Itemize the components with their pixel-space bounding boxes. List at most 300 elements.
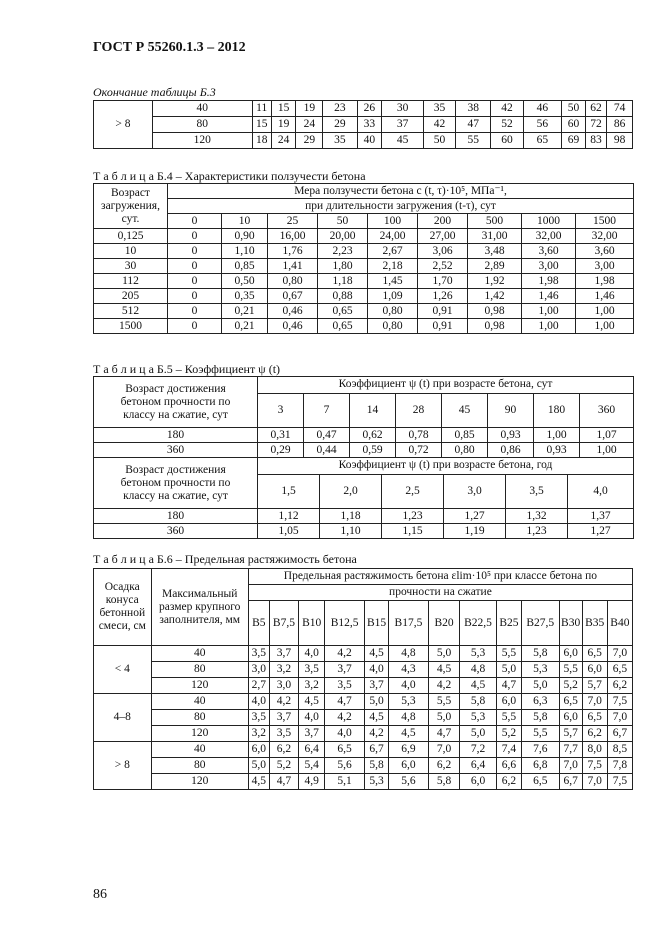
table-cell: 3,06 [418, 244, 468, 259]
table-cell: 3,5 [248, 710, 269, 726]
table-cell: 5,3 [460, 646, 497, 662]
table-cell: 35 [323, 133, 357, 149]
table-row [94, 443, 634, 458]
table-cell: 15 [252, 117, 271, 133]
table-cell: 120 [152, 133, 252, 149]
table-row [94, 117, 633, 133]
table-cell: 6,5 [607, 662, 632, 678]
table-cell: 512 [94, 304, 168, 319]
header-cell: 500 [468, 214, 522, 229]
table-cell: 6,0 [496, 694, 521, 710]
header-cell: B30 [559, 601, 582, 646]
header-cell: 0 [168, 214, 222, 229]
table-row [94, 758, 633, 774]
table-row [94, 289, 634, 304]
header-cell: Коэффициент ψ (t) при возрасте бетона, сут [258, 377, 634, 394]
table-cell: 0,125 [94, 229, 168, 244]
table-cell: 1,41 [268, 259, 318, 274]
table-cell: 0,50 [222, 274, 268, 289]
group-label-cell: < 4 [94, 646, 152, 694]
table-cell: 4,2 [269, 694, 298, 710]
table-cell: 120 [151, 774, 248, 790]
table-cell: 5,8 [460, 694, 497, 710]
table-cell: 0 [168, 259, 222, 274]
table-cell: 6,7 [365, 742, 389, 758]
table-cell: 4,5 [248, 774, 269, 790]
table-cell: 1,00 [576, 304, 634, 319]
table-cell: 60 [562, 117, 586, 133]
table-cell: 1,00 [576, 319, 634, 334]
header-row [94, 214, 634, 229]
table-cell: 1,27 [568, 524, 634, 539]
table-row [94, 509, 634, 524]
table-cell: 4,0 [389, 678, 429, 694]
table-cell: 0,93 [488, 428, 534, 443]
table-cell: 3,7 [269, 710, 298, 726]
table-cell: 180 [94, 509, 258, 524]
table-cell: 30 [94, 259, 168, 274]
table-cell: 4,5 [389, 726, 429, 742]
table-cell: 0,62 [350, 428, 396, 443]
table-cell: 45 [382, 133, 424, 149]
table-cell: 180 [94, 428, 258, 443]
table-b6-caption: Т а б л и ц а Б.6 – Предельная растяжимость бетона [93, 552, 357, 566]
table-cell: 6,2 [607, 678, 632, 694]
table-cell: 4,5 [365, 646, 389, 662]
table-cell: 6,2 [582, 726, 607, 742]
table-cell: 5,6 [325, 758, 365, 774]
header-cell: 3,0 [444, 474, 506, 508]
table-cell: 5,3 [521, 662, 559, 678]
table-b5-days [93, 376, 634, 458]
table-cell: 6,0 [559, 710, 582, 726]
table-cell: 50 [562, 101, 586, 117]
table-cell: 4,5 [365, 710, 389, 726]
table-cell: 18 [252, 133, 271, 149]
table-cell: 7,0 [607, 646, 632, 662]
table-cell: 30 [382, 101, 424, 117]
table-cell: 5,8 [365, 758, 389, 774]
table-cell: 3,60 [576, 244, 634, 259]
table-cell: 0,80 [268, 274, 318, 289]
table-cell: 80 [151, 758, 248, 774]
table-cell: 1,70 [418, 274, 468, 289]
table-cell: 5,3 [389, 694, 429, 710]
header-cell: 2,0 [320, 474, 382, 508]
header-row [94, 184, 634, 199]
table-cell: 3,5 [325, 678, 365, 694]
table-cell: 0,85 [222, 259, 268, 274]
table-cell: 29 [323, 117, 357, 133]
table-cell: 5,0 [428, 646, 459, 662]
header-cell: Возраст загружения, сут. [94, 184, 168, 229]
table-cell: 4,5 [460, 678, 497, 694]
table-cell: 40 [357, 133, 382, 149]
table-cell: 10 [94, 244, 168, 259]
table-cell: 55 [456, 133, 491, 149]
table-cell: 112 [94, 274, 168, 289]
header-cell: 7 [304, 393, 350, 427]
table-row [94, 646, 633, 662]
table-cell: 0 [168, 229, 222, 244]
table-cell: 6,6 [496, 758, 521, 774]
table-cell: 6,5 [325, 742, 365, 758]
table-cell: 5,5 [559, 662, 582, 678]
table-cell: 4,0 [248, 694, 269, 710]
table-cell: 38 [456, 101, 491, 117]
table-cell: 7,8 [607, 758, 632, 774]
table-cell: 5,2 [269, 758, 298, 774]
table-cell: 7,5 [607, 774, 632, 790]
table-cell: 6,5 [521, 774, 559, 790]
header-row [94, 377, 634, 394]
table-cell: 16,00 [268, 229, 318, 244]
table-cell: 6,5 [582, 646, 607, 662]
table-cell: 3,5 [248, 646, 269, 662]
table-cell: 1,15 [382, 524, 444, 539]
table-cell: 56 [523, 117, 562, 133]
table-cell: 19 [271, 117, 296, 133]
table-cell: 3,5 [269, 726, 298, 742]
header-row [94, 458, 634, 475]
header-cell: B5 [248, 601, 269, 646]
table-cell: 3,2 [248, 726, 269, 742]
header-cell: B22,5 [460, 601, 497, 646]
table-cell: 1,00 [522, 304, 576, 319]
table-row [94, 244, 634, 259]
table-cell: 42 [491, 101, 523, 117]
table-cell: 7,7 [559, 742, 582, 758]
header-cell: Возраст достижения бетоном прочности по классу на сжатие, сут [94, 458, 258, 509]
table-cell: 2,18 [368, 259, 418, 274]
table-cell: 31,00 [468, 229, 522, 244]
table-cell: 4,7 [428, 726, 459, 742]
table-row [94, 662, 633, 678]
table-cell: 120 [151, 678, 248, 694]
table-cell: 0,59 [350, 443, 396, 458]
group-label-cell: > 8 [94, 742, 152, 790]
table-cell: 62 [585, 101, 606, 117]
table-cell: 72 [585, 117, 606, 133]
table-cell: 46 [523, 101, 562, 117]
table-cell: 0,93 [534, 443, 580, 458]
header-cell: 3,5 [506, 474, 568, 508]
table-cell: 4,2 [428, 678, 459, 694]
table-cell: 83 [585, 133, 606, 149]
table-cell: 5,8 [428, 774, 459, 790]
table-cell: 4,0 [365, 662, 389, 678]
table-cell: 69 [562, 133, 586, 149]
table-cell: 4,3 [389, 662, 429, 678]
header-cell: 4,0 [568, 474, 634, 508]
table-cell: 19 [296, 101, 323, 117]
table-cell: 3,2 [269, 662, 298, 678]
table-cell: 1,98 [576, 274, 634, 289]
table-cell: 23 [323, 101, 357, 117]
table-cell: 6,2 [269, 742, 298, 758]
table-cell: 3,5 [299, 662, 325, 678]
table-cell: 7,0 [582, 694, 607, 710]
table-cell: 5,0 [248, 758, 269, 774]
table-cell: 86 [607, 117, 633, 133]
header-cell: B17,5 [389, 601, 429, 646]
table-cell: 0 [168, 274, 222, 289]
table-cell: 4,2 [325, 710, 365, 726]
table-b4-caption: Т а б л и ц а Б.4 – Характеристики ползучести бетона [93, 169, 366, 183]
table-cell: 3,00 [522, 259, 576, 274]
table-cell: 5,0 [521, 678, 559, 694]
table-cell: 6,5 [582, 710, 607, 726]
table-cell: 0,78 [396, 428, 442, 443]
table-cell: 0,80 [368, 319, 418, 334]
table-cell: 4,9 [299, 774, 325, 790]
table-cell: 6,4 [460, 758, 497, 774]
table-cell: 5,0 [496, 662, 521, 678]
table-row [94, 678, 633, 694]
table-cell: 7,0 [607, 710, 632, 726]
header-cell: 100 [368, 214, 418, 229]
table-cell: 5,3 [460, 710, 497, 726]
table-cell: 24,00 [368, 229, 418, 244]
table-cell: 1,80 [318, 259, 368, 274]
header-cell: 3 [258, 393, 304, 427]
table-b5-years [93, 457, 634, 539]
table-cell: 0,29 [258, 443, 304, 458]
table-cell: 1,42 [468, 289, 522, 304]
table-cell: 1,09 [368, 289, 418, 304]
table-cell: 3,0 [269, 678, 298, 694]
table-cell: 4,0 [299, 710, 325, 726]
header-cell: 360 [580, 393, 634, 427]
table-cell: 0,21 [222, 319, 268, 334]
table-cell: 50 [423, 133, 455, 149]
table-row [94, 524, 634, 539]
table-cell: 3,7 [325, 662, 365, 678]
table-row [94, 229, 634, 244]
table-cell: 6,0 [389, 758, 429, 774]
table-cell: 0,86 [488, 443, 534, 458]
table-b5-caption: Т а б л и ц а Б.5 – Коэффициент ψ (t) [93, 362, 281, 376]
table-cell: 4,5 [428, 662, 459, 678]
table-cell: 2,67 [368, 244, 418, 259]
table-cell: 65 [523, 133, 562, 149]
table-cell: 4,7 [269, 774, 298, 790]
table-cell: 360 [94, 443, 258, 458]
table-cell: 0,46 [268, 304, 318, 319]
table-cell: 0,91 [418, 319, 468, 334]
table-cell: 5,0 [460, 726, 497, 742]
table-cell: 1,19 [444, 524, 506, 539]
table-cell: 5,2 [496, 726, 521, 742]
group-label-cell: 4–8 [94, 694, 152, 742]
table-cell: 15 [271, 101, 296, 117]
table-cell: 1,23 [382, 509, 444, 524]
header-cell: 2,5 [382, 474, 444, 508]
header-cell: при длительности загружения (t-τ), сут [168, 199, 634, 214]
table-b3-caption: Окончание таблицы Б.3 [93, 85, 216, 99]
header-cell: 180 [534, 393, 580, 427]
table-cell: 4,0 [325, 726, 365, 742]
header-cell: 50 [318, 214, 368, 229]
table-cell: 60 [491, 133, 523, 149]
header-cell: 200 [418, 214, 468, 229]
table-row [94, 319, 634, 334]
table-b4 [93, 183, 634, 334]
table-cell: 2,52 [418, 259, 468, 274]
table-cell: 1,23 [506, 524, 568, 539]
table-cell: 6,0 [582, 662, 607, 678]
table-cell: 7,2 [460, 742, 497, 758]
table-cell: 6,2 [496, 774, 521, 790]
table-cell: 5,7 [559, 726, 582, 742]
table-row [94, 774, 633, 790]
table-cell: 5,2 [559, 678, 582, 694]
table-cell: 5,5 [496, 710, 521, 726]
header-cell: B12,5 [325, 601, 365, 646]
table-cell: 0,90 [222, 229, 268, 244]
header-cell: 45 [442, 393, 488, 427]
table-cell: 1,26 [418, 289, 468, 304]
table-cell: 40 [151, 742, 248, 758]
table-cell: 0,67 [268, 289, 318, 304]
table-cell: 0,91 [418, 304, 468, 319]
table-row [94, 259, 634, 274]
header-cell: B27,5 [521, 601, 559, 646]
header-cell: Коэффициент ψ (t) при возрасте бетона, год [258, 458, 634, 475]
table-cell: 6,2 [428, 758, 459, 774]
table-cell: 0,98 [468, 319, 522, 334]
table-cell: 1,92 [468, 274, 522, 289]
table-cell: 6,5 [559, 694, 582, 710]
table-cell: 4,0 [299, 646, 325, 662]
table-cell: 3,00 [576, 259, 634, 274]
table-cell: 2,89 [468, 259, 522, 274]
table-cell: 0,80 [442, 443, 488, 458]
table-cell: 7,6 [521, 742, 559, 758]
table-cell: 0 [168, 304, 222, 319]
table-cell: 8,0 [582, 742, 607, 758]
table-cell: 24 [296, 117, 323, 133]
table-row [94, 101, 633, 117]
header-cell: 90 [488, 393, 534, 427]
table-cell: 1,05 [258, 524, 320, 539]
header-cell: 28 [396, 393, 442, 427]
header-cell: 10 [222, 214, 268, 229]
table-cell: 80 [151, 710, 248, 726]
table-cell: 2,23 [318, 244, 368, 259]
table-cell: 7,5 [607, 694, 632, 710]
table-cell: 6,0 [248, 742, 269, 758]
table-cell: 8,5 [607, 742, 632, 758]
table-cell: 205 [94, 289, 168, 304]
table-cell: 3,0 [248, 662, 269, 678]
table-cell: 1500 [94, 319, 168, 334]
table-cell: 7,0 [428, 742, 459, 758]
table-cell: 1,00 [580, 443, 634, 458]
header-row [94, 569, 633, 585]
header-cell: Мера ползучести бетона c (t, τ)·10⁵, МПа⁻¹, [168, 184, 634, 199]
table-cell: 6,0 [460, 774, 497, 790]
table-cell: 7,0 [559, 758, 582, 774]
group-label-cell: > 8 [94, 101, 153, 149]
header-cell: прочности на сжатие [248, 585, 632, 601]
table-cell: 1,32 [506, 509, 568, 524]
table-cell: 37 [382, 117, 424, 133]
table-cell: 1,10 [222, 244, 268, 259]
table-cell: 80 [152, 117, 252, 133]
table-cell: 6,9 [389, 742, 429, 758]
table-cell: 27,00 [418, 229, 468, 244]
table-cell: 5,5 [428, 694, 459, 710]
table-cell: 5,7 [582, 678, 607, 694]
table-cell: 0,44 [304, 443, 350, 458]
table-row [94, 710, 633, 726]
table-cell: 0 [168, 319, 222, 334]
table-cell: 1,12 [258, 509, 320, 524]
header-row [94, 199, 634, 214]
table-cell: 3,7 [365, 678, 389, 694]
table-cell: 29 [296, 133, 323, 149]
table-cell: 360 [94, 524, 258, 539]
header-cell: Предельная растяжимость бетона εlim·10⁵ при классе бетона по [248, 569, 632, 585]
header-cell: Максимальный размер крупного заполнителя, мм [151, 569, 248, 646]
table-cell: 40 [152, 101, 252, 117]
table-cell: 7,5 [582, 758, 607, 774]
header-cell: B25 [496, 601, 521, 646]
header-cell: 14 [350, 393, 396, 427]
table-cell: 4,8 [389, 710, 429, 726]
table-cell: 6,7 [559, 774, 582, 790]
table-cell: 1,46 [576, 289, 634, 304]
table-cell: 32,00 [576, 229, 634, 244]
table-cell: 120 [151, 726, 248, 742]
document-header: ГОСТ Р 55260.1.3 – 2012 [93, 40, 246, 55]
table-cell: 35 [423, 101, 455, 117]
table-cell: 98 [607, 133, 633, 149]
table-row [94, 694, 633, 710]
table-cell: 1,27 [444, 509, 506, 524]
table-cell: 33 [357, 117, 382, 133]
table-cell: 5,3 [365, 774, 389, 790]
table-cell: 0,35 [222, 289, 268, 304]
table-cell: 11 [252, 101, 271, 117]
table-cell: 0,72 [396, 443, 442, 458]
table-cell: 1,10 [320, 524, 382, 539]
table-cell: 5,4 [299, 758, 325, 774]
table-cell: 0,65 [318, 319, 368, 334]
table-cell: 0,80 [368, 304, 418, 319]
header-cell: 1,5 [258, 474, 320, 508]
table-cell: 4,5 [299, 694, 325, 710]
table-cell: 5,8 [521, 710, 559, 726]
table-cell: 1,46 [522, 289, 576, 304]
table-cell: 6,4 [299, 742, 325, 758]
table-cell: 1,18 [318, 274, 368, 289]
table-cell: 0 [168, 289, 222, 304]
table-cell: 1,18 [320, 509, 382, 524]
header-cell: B20 [428, 601, 459, 646]
table-cell: 5,8 [521, 646, 559, 662]
table-cell: 40 [151, 646, 248, 662]
table-cell: 52 [491, 117, 523, 133]
header-cell: 1500 [576, 214, 634, 229]
table-b3 [93, 100, 633, 149]
table-cell: 7,4 [496, 742, 521, 758]
table-cell: 0,31 [258, 428, 304, 443]
table-cell: 6,8 [521, 758, 559, 774]
table-row [94, 133, 633, 149]
table-cell: 5,1 [325, 774, 365, 790]
